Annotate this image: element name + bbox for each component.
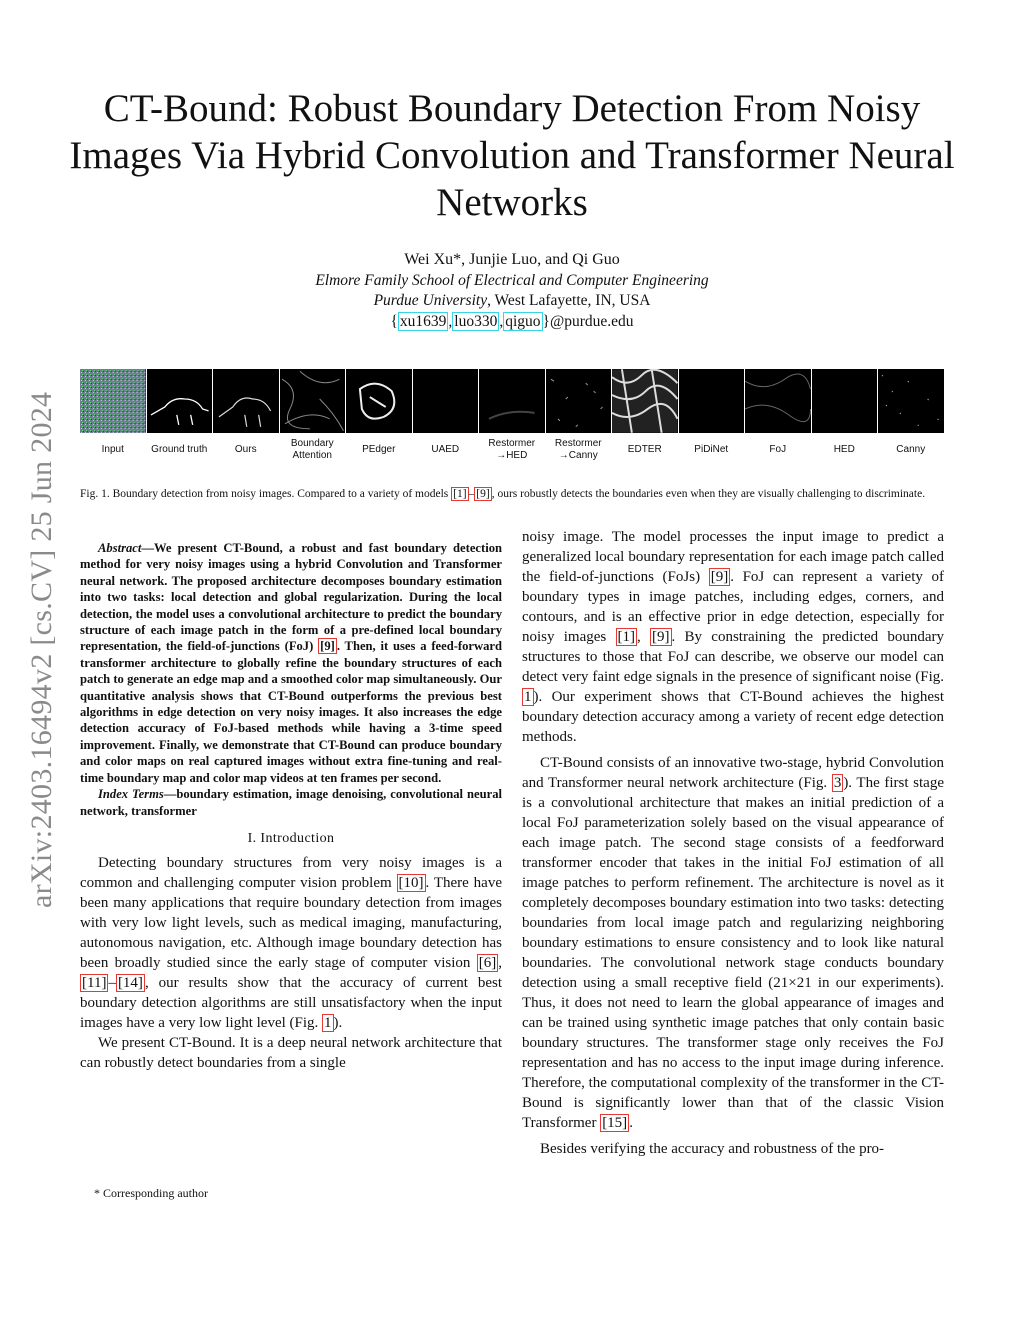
index-terms-body: —boundary estimation, image denoising, convolutional neural network, transformer <box>80 787 502 818</box>
intro-text: . There have been many applications that require boundary detection from images with very low light levels, such as medical imaging, manufacturing, autonomous navigation, etc. Although image boundary detection has been broadly studied since the early stage of computer vision <box>80 874 502 971</box>
affiliation-line1: Elmore Family School of Electrical and Computer Engineering <box>315 272 709 289</box>
panel-input <box>80 369 146 433</box>
email-domain: }@purdue.edu <box>542 313 634 330</box>
panel-pedger <box>346 369 412 433</box>
figure-link[interactable]: 1 <box>324 1014 332 1031</box>
caption-prefix: Fig. 1. Boundary detection from noisy images. Compared to a variety of models <box>80 488 452 500</box>
panel-foj <box>745 369 811 433</box>
email-link-2[interactable]: luo330 <box>454 313 498 330</box>
caption-dash: – <box>468 488 475 500</box>
label-pedger: PEdger <box>362 444 396 455</box>
email-link-1[interactable]: xu1639 <box>399 313 447 330</box>
figure-1 <box>80 369 944 463</box>
citation-link[interactable]: [9] <box>710 569 729 585</box>
intro-paragraph-1 <box>80 853 502 1033</box>
intro-paragraph-2: We present CT-Bound. It is a deep neural network architecture that can robustly detect boundaries from a single <box>80 1034 502 1071</box>
email-separator-1: , <box>448 313 453 330</box>
label-foj: FoJ <box>769 444 787 455</box>
right-paragraph-1 <box>522 527 944 747</box>
panel-restormer-hed <box>479 369 545 433</box>
panel-ours <box>213 369 279 433</box>
affiliation-line2 <box>60 291 964 311</box>
citation-link[interactable]: [10] <box>398 874 424 891</box>
panel-canny <box>878 369 944 433</box>
affiliation <box>60 271 964 311</box>
figure-caption <box>80 486 944 502</box>
body-text: . By constraining the predicted boundary structures to those that FoJ can describe, we observe our model can detect very faint edge signals in the presence of significant noise (Fig. <box>522 629 945 685</box>
label-restormer-hed: Restormer →HED <box>488 438 536 461</box>
label-boundary-attention: Boundary Attention <box>290 438 334 461</box>
body-text: , <box>637 629 651 645</box>
label-canny: Canny <box>896 444 926 455</box>
figure-link[interactable]: 1 <box>524 689 532 705</box>
intro-text: , our results show that the accuracy of current best boundary detection algorithms are still unsatisfactory when the input images have a very low light level (Fig. <box>80 974 502 1031</box>
panel-edter <box>612 369 678 433</box>
body-text: ). Our experiment shows that CT-Bound achieves the highest boundary detection accuracy among a variety of recent edge detection methods. <box>522 689 944 745</box>
email-open-brace: { <box>390 313 398 330</box>
arxiv-identifier: arXiv:2403.16494v2 [cs.CV] 25 Jun 2024 <box>25 391 58 909</box>
label-ours: Ours <box>234 444 257 455</box>
panel-hed <box>812 369 878 433</box>
body-text: noisy image. The model processes the input image to predict a generalized local boundary representation for each image patch called the field-of-junctions (FoJs) <box>522 529 944 585</box>
right-paragraph-2 <box>522 753 944 1133</box>
figure-image-strip <box>80 369 944 433</box>
panel-uaed <box>413 369 479 433</box>
paper-title: CT-Bound: Robust Boundary Detection From Noisy Images Via Hybrid Convolution and Transformer Neural Networks <box>69 87 955 224</box>
label-ground-truth: Ground truth <box>151 444 208 455</box>
body-text: . FoJ can represent a variety of boundary types in image patches, including edges, corners, and contours, and is an effective prior in edge detection, especially for noisy images <box>522 569 944 645</box>
citation-link[interactable]: [6] <box>478 954 497 971</box>
body-text: . <box>629 1115 633 1131</box>
abstract-body-b: . Then, it uses a feed-forward transformer architecture to globally refine the boundary structures of each patch to generate an edge map and a smoothed color map simultaneously. Our quantitative analysis shows that CT-Bound outperforms the previous best algorithms in edge detection on very noisy images. It also increases the edge detection accuracy of FoJ-based methods while having a 3-time speed improvement. Finally, we demonstrate that CT-Bound can produce boundary and color maps on real captured images without extra fine-tuning and real-time boundary map and color map videos at ten frames per second. <box>80 639 502 785</box>
label-restormer-canny: Restormer →Canny <box>554 438 602 461</box>
intro-text: , <box>498 954 502 971</box>
label-edter: EDTER <box>627 444 662 455</box>
label-hed: HED <box>833 444 855 455</box>
panel-restormer-canny <box>546 369 612 433</box>
abstract-heading: Abstract <box>98 541 142 555</box>
label-pidinet: PiDiNet <box>694 444 729 455</box>
panel-pidinet <box>679 369 745 433</box>
citation-link[interactable]: [9] <box>652 629 670 645</box>
citation-link[interactable]: [9] <box>476 488 490 500</box>
citation-link[interactable]: [11] <box>82 974 107 991</box>
email-line <box>60 313 964 331</box>
right-column <box>522 527 944 1165</box>
citation-link[interactable]: [9] <box>320 639 335 654</box>
intro-text: – <box>108 974 116 991</box>
citation-link[interactable]: [14] <box>117 974 143 991</box>
body-text: ). The first stage is a convolutional architecture that makes an initial prediction of a local FoJ parameterization solely based on the visual appearance of each image patch. The second stage consists of a feedforward transformer encoder that takes in the initial FoJ estimation of all image patches to perform refinement. The architecture is novel as it completely decomposes boundary estimation into two tasks: detecting boundaries from local image patch and regularizing neighboring boundary estimations to ensure consistency and to look like natural boundaries. The convolutional network stage conducts boundary detection using a small receptive field (21×21 in our experiments). Thus, it does not need to learn the global appearance of images and can be trained using synthetic image patches that only contain basic boundary structures. The transformer stage only receives the FoJ representation and has no access to the input image during inference. Therefore, the computational complexity of the transformer in the CT-Bound is significantly lower than that of the classic Vision Transformer <box>522 775 944 1131</box>
university-name: Purdue University <box>373 292 488 309</box>
index-terms-heading: Index Terms <box>98 787 164 802</box>
citation-link[interactable]: [1] <box>617 629 636 645</box>
panel-boundary-attention <box>280 369 346 433</box>
citation-link[interactable]: [1] <box>453 488 467 500</box>
university-location: , West Lafayette, IN, USA <box>487 292 651 309</box>
panel-ground-truth <box>147 369 213 433</box>
label-input: Input <box>101 444 124 455</box>
index-terms <box>80 786 502 819</box>
citation-link[interactable]: [15] <box>602 1115 628 1131</box>
figure-link[interactable]: 3 <box>833 775 842 791</box>
intro-text: Detecting boundary structures from very noisy images is a common and challenging computer vision problem <box>80 854 502 891</box>
caption-suffix: , ours robustly detects the boundaries even when they are visually challenging to discriminate. <box>491 488 926 500</box>
left-column <box>80 540 502 1073</box>
figure-labels <box>80 437 944 463</box>
abstract-body-a: —We present CT-Bound, a robust and fast boundary detection method for very noisy images using a hybrid Convolution and Transformer neural network. The proposed architecture decomposes boundary estimation into two tasks: local detection and global regularization. During the local detection, the model uses a convolutional architecture to predict the boundary structure of each image patch in the form of a pre-defined local boundary representation, the field-of-junctions (FoJ) <box>80 541 502 654</box>
body-text: CT-Bound consists of an innovative two-stage, hybrid Convolution and Transformer neural network architecture (Fig. <box>522 755 944 791</box>
author-list: Wei Xu*, Junjie Luo, and Qi Guo <box>404 251 620 268</box>
email-link-3[interactable]: qiguo <box>505 313 541 330</box>
label-uaed: UAED <box>431 444 460 455</box>
email-separator-2: , <box>499 313 504 330</box>
section-heading: I. Introduction <box>247 830 335 846</box>
intro-text: ). <box>333 1014 343 1031</box>
footnote: * Corresponding author <box>94 1186 208 1200</box>
right-paragraph-3: Besides verifying the accuracy and robustness of the pro- <box>540 1141 885 1157</box>
abstract <box>80 540 502 786</box>
